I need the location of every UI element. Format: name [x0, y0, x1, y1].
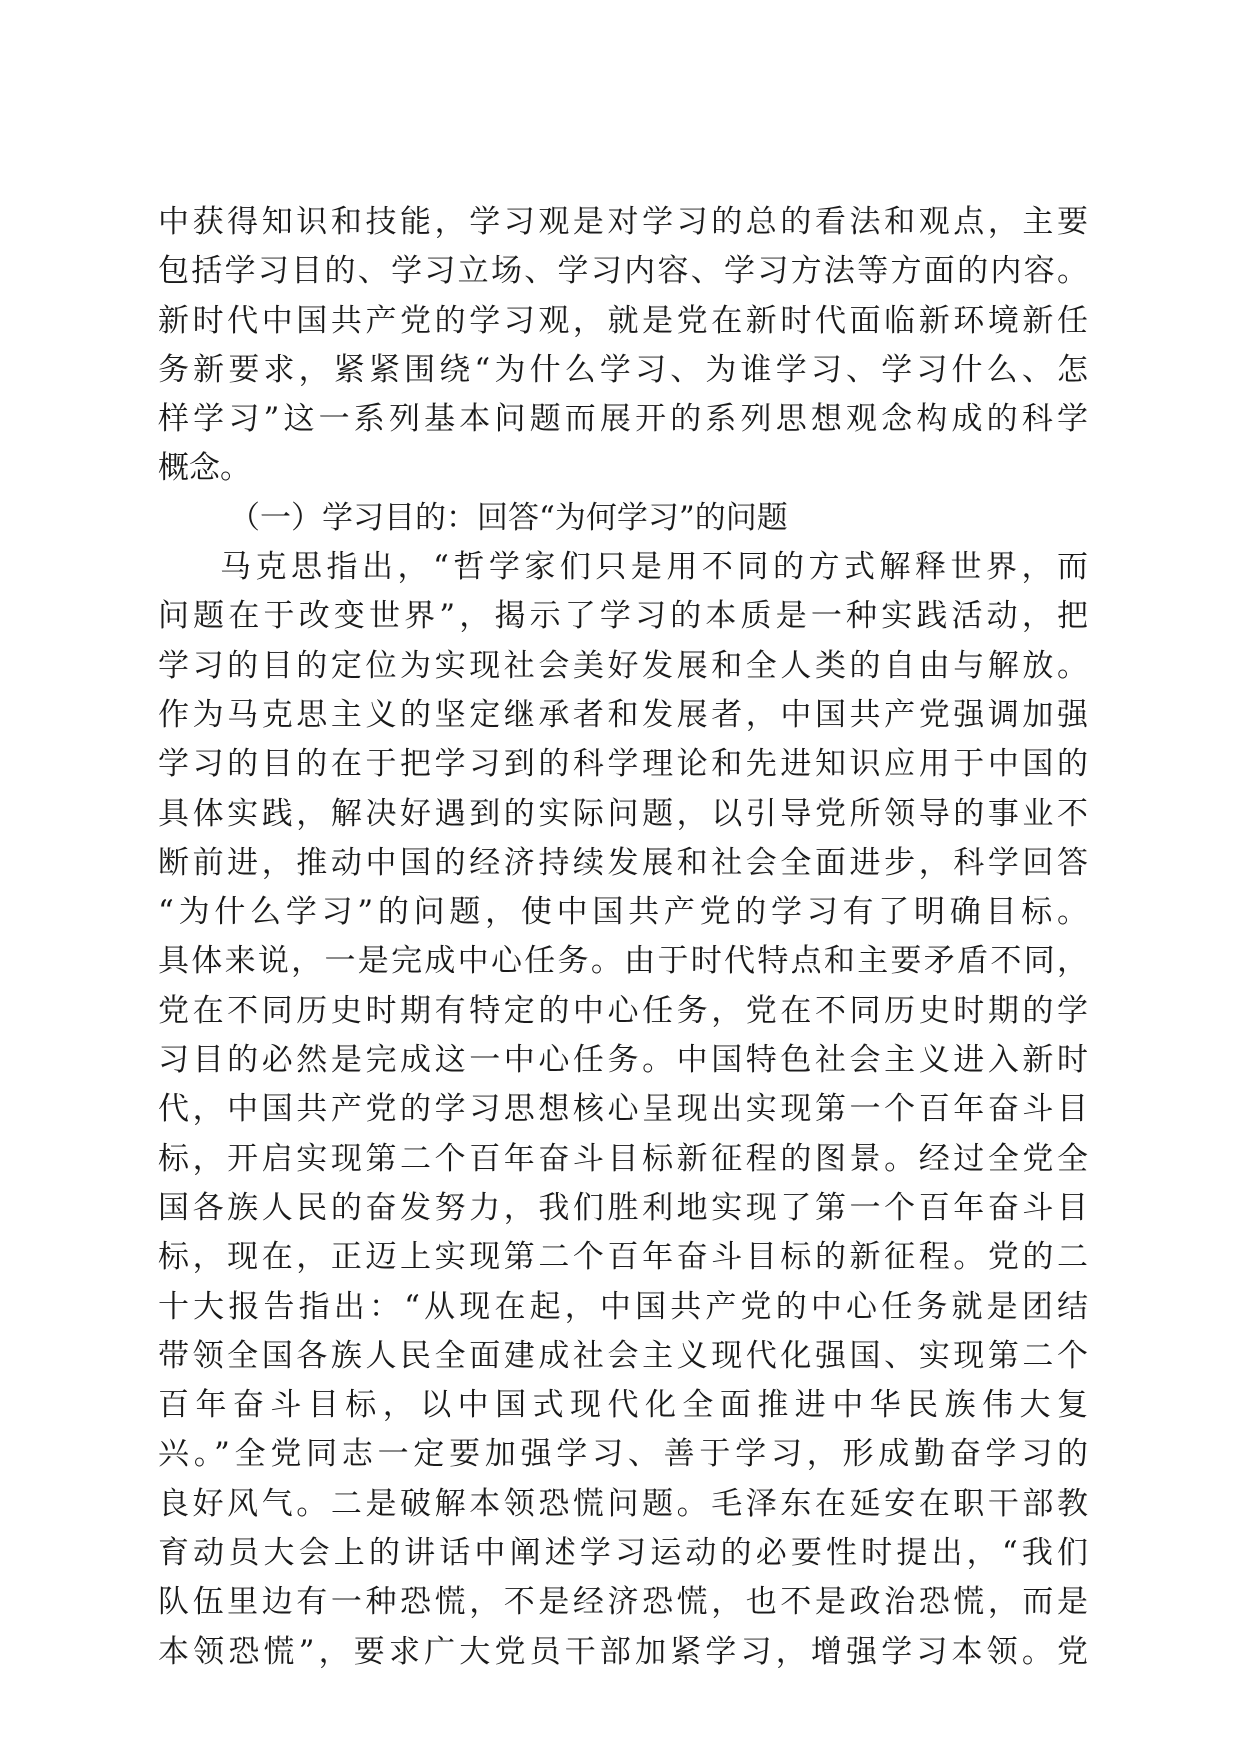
text-line: 包括学习目的、学习立场、学习内容、学习方法等方面的内容。 — [158, 253, 1088, 290]
text-line: 代，中国共产党的学习思想核心呈现出实现第一个百年奋斗目 — [158, 1091, 1088, 1128]
text-line: 良好风气。二是破解本领恐慌问题。毛泽东在延安在职干部教 — [158, 1485, 1088, 1522]
text-line: 样学习”这一系列基本问题而展开的系列思想观念构成的科学 — [158, 401, 1088, 438]
text-line: 本领恐慌”，要求广大党员干部加紧学习，增强学习本领。党 — [158, 1633, 1088, 1670]
text-line: 问题在于改变世界”，揭示了学习的本质是一种实践活动，把 — [158, 598, 1088, 635]
text-line: 标，开启实现第二个百年奋斗目标新征程的图景。经过全党全 — [158, 1140, 1088, 1177]
text-line: 带领全国各族人民全面建成社会主义现代化强国、实现第二个 — [158, 1337, 1088, 1374]
text-line: 具体实践，解决好遇到的实际问题，以引导党所领导的事业不 — [158, 795, 1088, 832]
text-line: 务新要求，紧紧围绕“为什么学习、为谁学习、学习什么、怎 — [158, 351, 1088, 388]
text-line: 新时代中国共产党的学习观，就是党在新时代面临新环境新任 — [158, 302, 1088, 339]
section-heading: （一）学习目的：回答“为何学习”的问题 — [229, 499, 788, 536]
text-line: 学习的目的定位为实现社会美好发展和全人类的自由与解放。 — [158, 647, 1088, 684]
paragraph-first-line: 马克思指出，“哲学家们只是用不同的方式解释世界，而 — [220, 549, 1088, 586]
text-line: 学习的目的在于把学习到的科学理论和先进知识应用于中国的 — [158, 746, 1088, 783]
text-line: 标，现在，正迈上实现第二个百年奋斗目标的新征程。党的二 — [158, 1239, 1088, 1276]
text-line: 十大报告指出：“从现在起，中国共产党的中心任务就是团结 — [158, 1288, 1088, 1325]
text-line: 国各族人民的奋发努力，我们胜利地实现了第一个百年奋斗目 — [158, 1189, 1088, 1226]
text-line: 队伍里边有一种恐慌，不是经济恐慌，也不是政治恐慌，而是 — [158, 1584, 1088, 1621]
text-line: 党在不同历史时期有特定的中心任务，党在不同历史时期的学 — [158, 992, 1088, 1029]
text-line: 百年奋斗目标，以中国式现代化全面推进中华民族伟大复 — [158, 1387, 1088, 1424]
text-line: 习目的必然是完成这一中心任务。中国特色社会主义进入新时 — [158, 1042, 1088, 1079]
text-line: 中获得知识和技能，学习观是对学习的总的看法和观点，主要 — [158, 204, 1088, 240]
text-line: 断前进，推动中国的经济持续发展和社会全面进步，科学回答 — [158, 844, 1088, 881]
text-line: 兴。”全党同志一定要加强学习、善于学习，形成勤奋学习的 — [158, 1436, 1088, 1473]
text-line: 概念。 — [158, 450, 251, 487]
text-line: 作为马克思主义的坚定继承者和发展者，中国共产党强调加强 — [158, 696, 1088, 733]
text-line: “为什么学习”的问题，使中国共产党的学习有了明确目标。 — [158, 894, 1088, 931]
text-line: 具体来说，一是完成中心任务。由于时代特点和主要矛盾不同， — [158, 943, 1088, 980]
body-text — [158, 198, 1088, 1677]
text-line: 育动员大会上的讲话中阐述学习运动的必要性时提出，“我们 — [158, 1535, 1088, 1572]
